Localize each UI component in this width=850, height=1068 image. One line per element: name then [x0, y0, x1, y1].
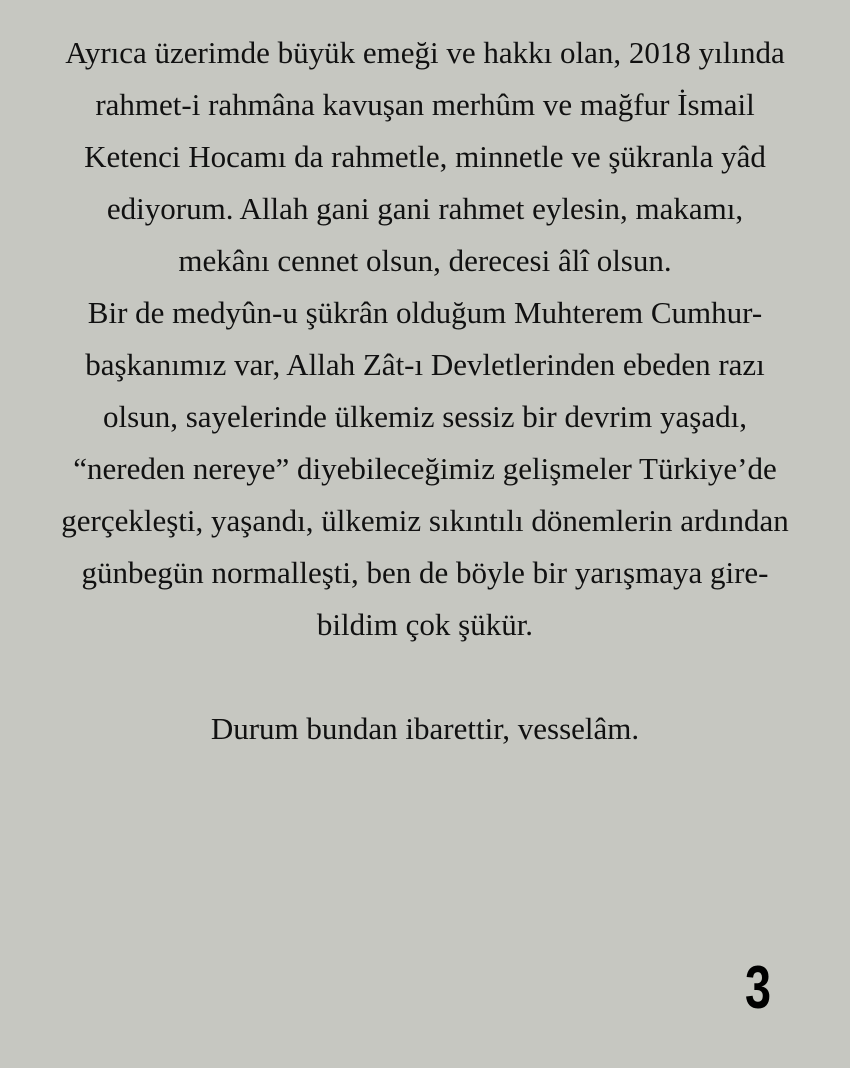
closing-line: Durum bundan ibarettir, vesselâm.	[210, 711, 640, 746]
text-line: olsun, sayelerinde ülkemiz sessiz bir devrim yaşadı,	[103, 399, 747, 434]
text-line: mekânı cennet olsun, derecesi âlî olsun.	[178, 243, 672, 278]
body-text	[12, 27, 838, 755]
text-line: günbegün normalleşti, ben de böyle bir yarışmaya gire-	[81, 555, 769, 590]
text-line: Ayrıca üzerimde büyük emeği ve hakkı olan, 2018 yılında	[65, 35, 785, 70]
page-number: 3	[744, 954, 772, 1021]
text-line: Bir de medyûn-u şükrân olduğum Muhterem Cumhur-	[87, 295, 763, 330]
text-line: “nereden nereye” diyebileceğimiz gelişmeler Türkiye’de	[73, 451, 777, 486]
text-line: rahmet-i rahmâna kavuşan merhûm ve mağfur İsmail	[95, 87, 755, 122]
text-line: Ketenci Hocamı da rahmetle, minnetle ve şükranla yâd	[84, 139, 766, 174]
text-line: başkanımız var, Allah Zât-ı Devletlerinden ebeden razı	[85, 347, 765, 382]
paragraph-gap	[12, 651, 838, 703]
text-line: ediyorum. Allah gani gani rahmet eylesin, makamı,	[106, 191, 744, 226]
text-line: gerçekleşti, yaşandı, ülkemiz sıkıntılı dönemlerin ardından	[61, 503, 789, 538]
text-line: bildim çok şükür.	[316, 607, 534, 642]
